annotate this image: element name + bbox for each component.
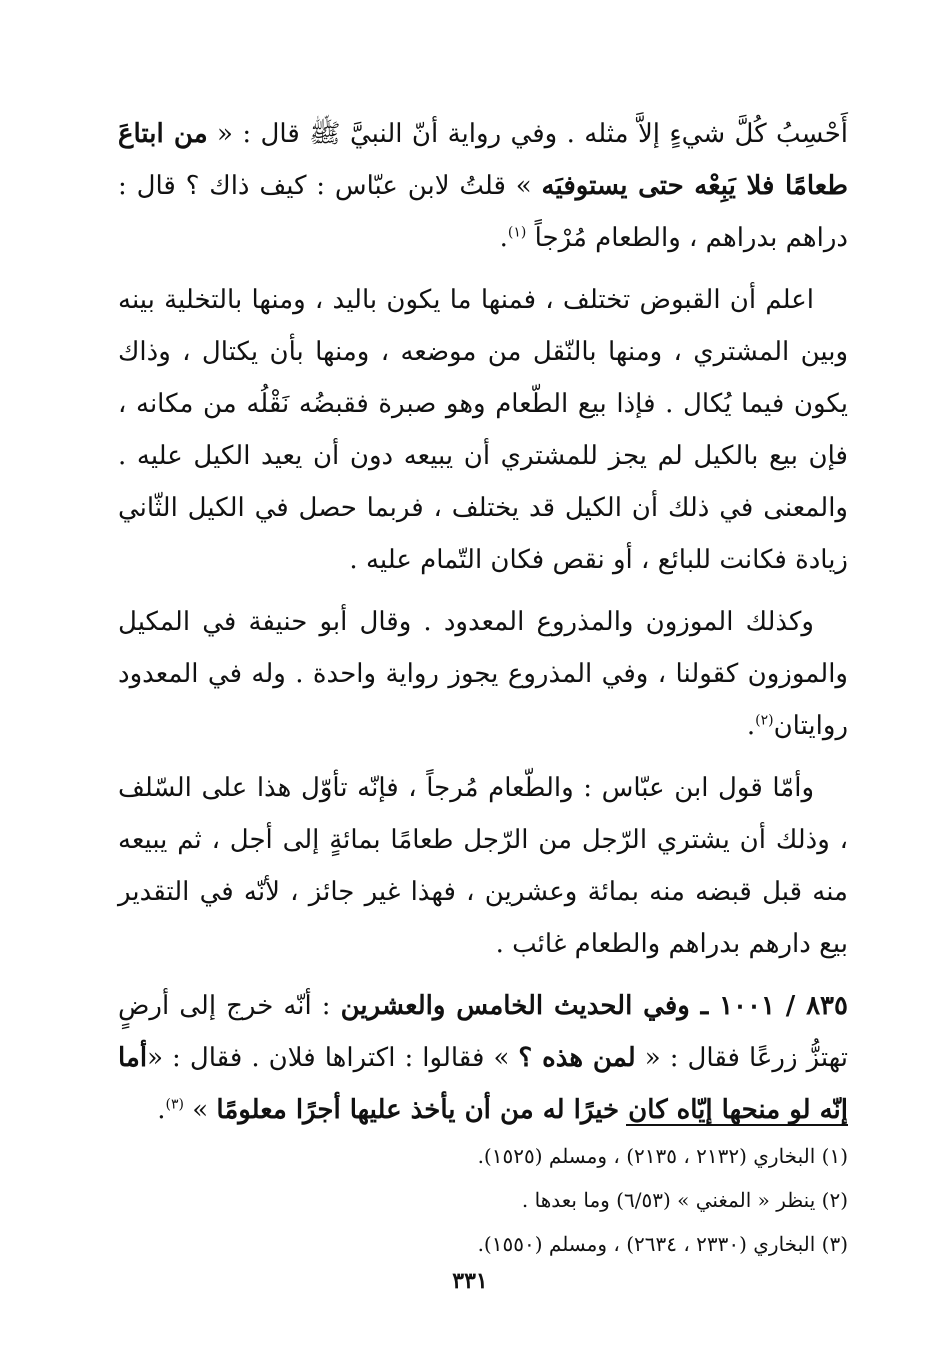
text-segment: » bbox=[183, 1095, 217, 1125]
text-segment: » فقالوا : اكتراها فلان . فقال : « bbox=[147, 1043, 519, 1073]
text-segment: اعلم أن القبوض تختلف ، فمنها ما يكون باليد ، ومنها بالتخلية بينه وبين المشتري ، ومنها بالنّقل من موضعه ، ومنها بأن يكتال ، وذاك يكون فيما يُكال . فإذا بيع الطّعام وهو صبرة فقبضُه نَقْلُه من مكانه ، فإن بيع بالكيل لم يجز للمشتري أن يبيعه دون أن يعيد الكيل عليه . والمعنى في ذلك أن الكيل قد يختلف ، فربما حصل في الكيل الثّاني زيادة فكانت للبائع ، أو نقص فكان التّمام عليه . bbox=[118, 285, 848, 575]
page-number: ٣٣١ bbox=[452, 1268, 488, 1294]
main-text bbox=[118, 108, 848, 1146]
hadith-heading: ٨٣٥ / ١٠٠١ ـ وفي الحديث الخامس والعشرين bbox=[340, 991, 848, 1021]
footnotes bbox=[118, 1134, 848, 1266]
text-segment: أَحْسِبُ كُلَّ شيءٍ إلاَّ مثله . وفي رواية أنّ النبيَّ ﷺ قال : « bbox=[207, 119, 849, 149]
hadith-quote: لمن هذه ؟ bbox=[518, 1043, 636, 1073]
text-segment: : أنّه خرج إلى أرضٍ تهتزُّ زرعًا فقال : « bbox=[118, 991, 848, 1073]
footnote: (١) البخاري (٢١٣٢ ، ٢١٣٥) ، ومسلم (١٥٢٥). bbox=[477, 1144, 848, 1168]
text-segment: وأمّا قول ابن عبّاس : والطّعام مُرجاً ، فإنّه تأوّل هذا على السّلف ، وذلك أن يشتري الرّجل من الرّجل طعامًا بمائةٍ إلى أجل ، ثم يبيعه منه قبل قبضه منه بمائة وعشرين ، فهذا غير جائز ، لأنّه في التقدير بيع دارهم بدراهم والطعام غائب . bbox=[118, 773, 848, 959]
footnote-ref: (٣) bbox=[165, 1096, 184, 1113]
text-segment: وكذلك الموزون والمذروع المعدود . وقال أبو حنيفة في المكيل والموزون كقولنا ، وفي المذروع يجوز رواية واحدة . وله في المعدود روايتان bbox=[118, 607, 848, 741]
text-segment: » قلتُ لابن عبّاس : كيف ذاك ؟ قال : دراهم بدراهم ، والطعام مُرْجاً bbox=[118, 171, 848, 253]
footnote: (٣) البخاري (٢٣٣٠ ، ٢٦٣٤) ، ومسلم (١٥٥٠). bbox=[477, 1232, 848, 1256]
hadith-quote: من ابتاعَ طعامًا فلا يَبِعْه حتى يستوفيَه bbox=[118, 119, 848, 201]
text-segment: . bbox=[746, 711, 756, 741]
hadith-quote: أما إنّه لو منحها إيّاه كان خيرًا له من أن يأخذ عليها أجرًا معلومًا bbox=[118, 1043, 848, 1125]
paragraph-4 bbox=[118, 762, 848, 970]
paragraph-1 bbox=[118, 108, 848, 264]
footnote-ref: (١) bbox=[507, 224, 527, 241]
paragraph-2 bbox=[118, 274, 848, 586]
footnote-divider bbox=[626, 1124, 848, 1126]
footnote-ref: (٢) bbox=[755, 712, 774, 729]
paragraph-5 bbox=[118, 980, 848, 1136]
paragraph-3 bbox=[118, 596, 848, 752]
footnote: (٢) ينظر « المغني » (٦/٥٣) وما بعدها . bbox=[521, 1188, 848, 1212]
text-segment: . bbox=[499, 223, 508, 253]
text-segment: . bbox=[157, 1095, 166, 1125]
